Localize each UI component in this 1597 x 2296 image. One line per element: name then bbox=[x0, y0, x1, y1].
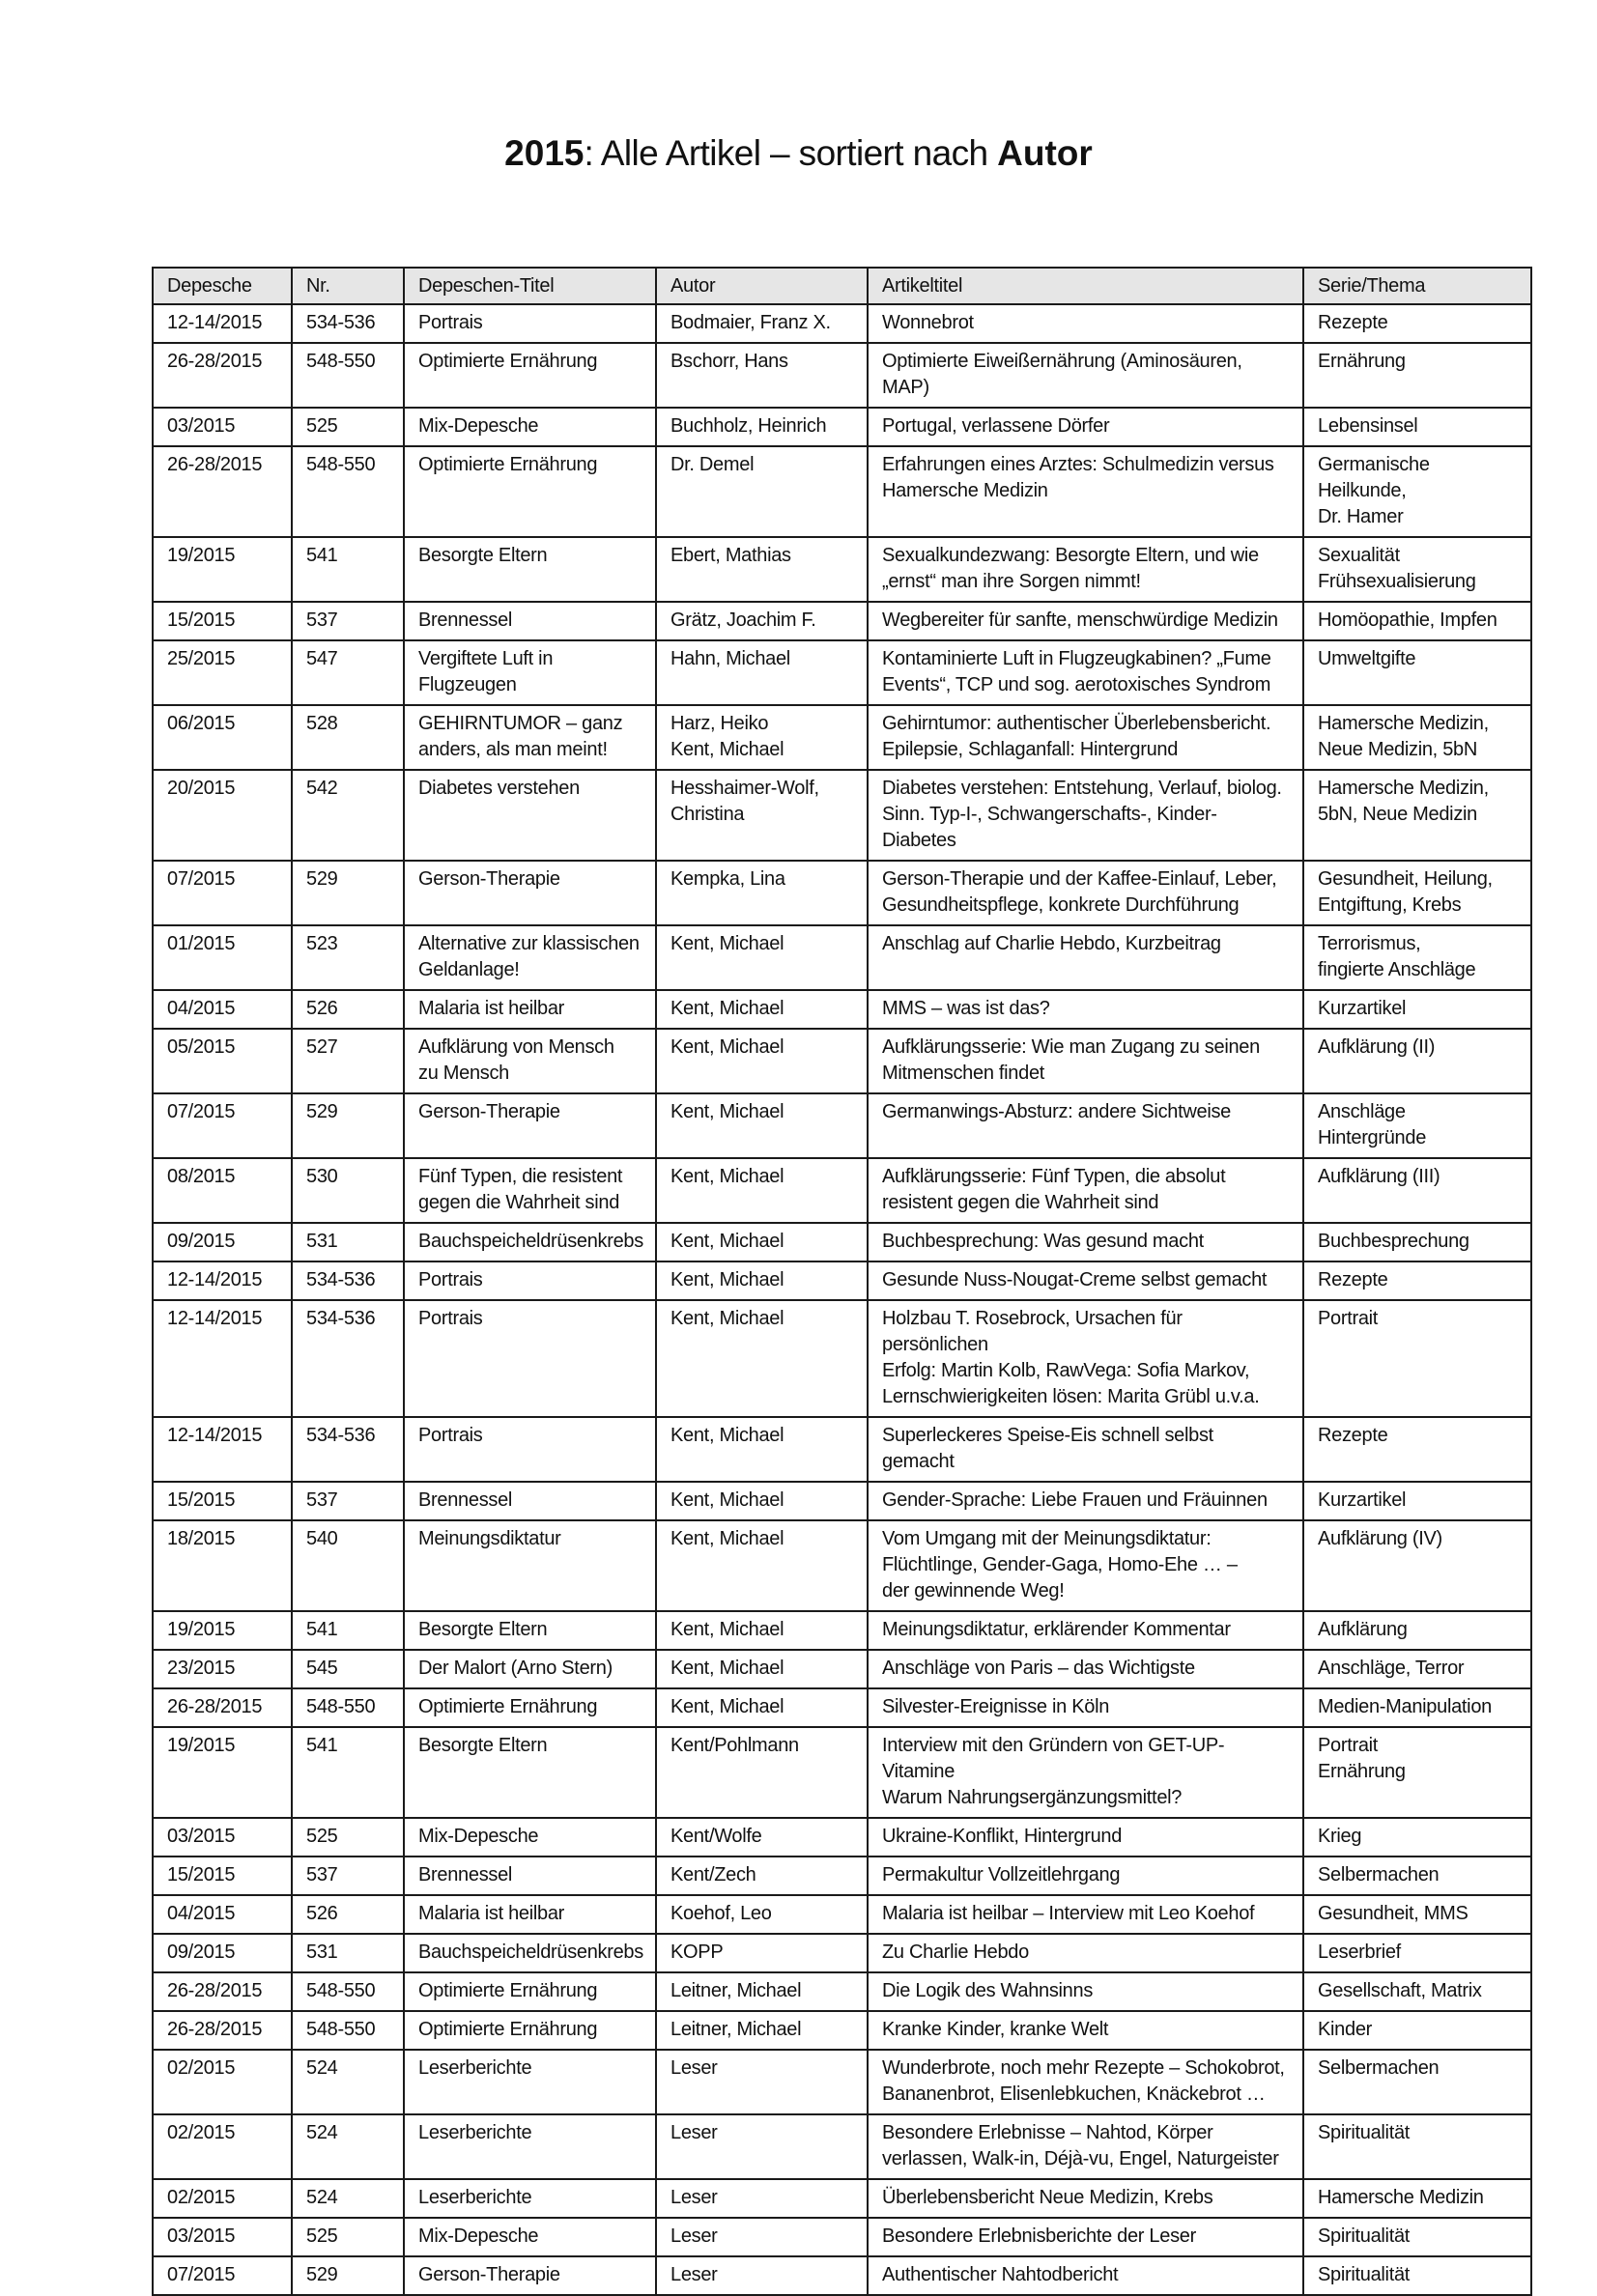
cell-depeschen-titel: Leserberichte bbox=[404, 2179, 656, 2218]
cell-artikeltitel: Gehirntumor: authentischer Überlebensbericht. Epilepsie, Schlaganfall: Hintergrund bbox=[868, 705, 1303, 770]
cell-nr: 548-550 bbox=[292, 343, 404, 408]
cell-depeschen-titel: Leserberichte bbox=[404, 2050, 656, 2114]
cell-autor: Koehof, Leo bbox=[656, 1895, 868, 1934]
cell-depesche: 12-14/2015 bbox=[153, 1417, 292, 1482]
cell-depeschen-titel: Leserberichte bbox=[404, 2114, 656, 2179]
cell-depeschen-titel: Aufklärung von Mensch zu Mensch bbox=[404, 1029, 656, 1093]
cell-nr: 537 bbox=[292, 1482, 404, 1520]
cell-serie-thema: Gesundheit, MMS bbox=[1303, 1895, 1531, 1934]
table-row bbox=[153, 446, 1531, 537]
cell-autor: Buchholz, Heinrich bbox=[656, 408, 868, 446]
cell-depeschen-titel: Bauchspeicheldrüsenkrebs bbox=[404, 1934, 656, 1972]
cell-depeschen-titel: Gerson-Therapie bbox=[404, 861, 656, 925]
cell-serie-thema: Spiritualität bbox=[1303, 2256, 1531, 2295]
cell-autor: Kent, Michael bbox=[656, 1158, 868, 1223]
cell-depesche: 08/2015 bbox=[153, 1158, 292, 1223]
cell-depesche: 09/2015 bbox=[153, 1223, 292, 1261]
cell-nr: 541 bbox=[292, 537, 404, 602]
cell-depeschen-titel: Portrais bbox=[404, 1261, 656, 1300]
cell-depesche: 04/2015 bbox=[153, 990, 292, 1029]
cell-artikeltitel: Besondere Erlebnisse – Nahtod, Körper verlassen, Walk-in, Déjà-vu, Engel, Naturgeister bbox=[868, 2114, 1303, 2179]
table-row bbox=[153, 2011, 1531, 2050]
cell-artikeltitel: Permakultur Vollzeitlehrgang bbox=[868, 1857, 1303, 1895]
cell-depeschen-titel: Brennessel bbox=[404, 1482, 656, 1520]
column-header-nr: Nr. bbox=[292, 268, 404, 304]
cell-autor: Leser bbox=[656, 2050, 868, 2114]
cell-depesche: 07/2015 bbox=[153, 1093, 292, 1158]
articles-table bbox=[152, 267, 1532, 2296]
cell-autor: Kent, Michael bbox=[656, 1482, 868, 1520]
cell-serie-thema: Kinder bbox=[1303, 2011, 1531, 2050]
cell-serie-thema: Portrait Ernährung bbox=[1303, 1727, 1531, 1818]
cell-artikeltitel: Optimierte Eiweißernährung (Aminosäuren, MAP) bbox=[868, 343, 1303, 408]
cell-autor: Kent, Michael bbox=[656, 1223, 868, 1261]
cell-nr: 529 bbox=[292, 861, 404, 925]
cell-artikeltitel: Anschlag auf Charlie Hebdo, Kurzbeitrag bbox=[868, 925, 1303, 990]
cell-depeschen-titel: Der Malort (Arno Stern) bbox=[404, 1650, 656, 1688]
cell-depeschen-titel: Gerson-Therapie bbox=[404, 1093, 656, 1158]
table-row bbox=[153, 2256, 1531, 2295]
cell-depeschen-titel: Optimierte Ernährung bbox=[404, 446, 656, 537]
cell-serie-thema: Gesundheit, Heilung, Entgiftung, Krebs bbox=[1303, 861, 1531, 925]
cell-nr: 530 bbox=[292, 1158, 404, 1223]
table-row bbox=[153, 1934, 1531, 1972]
cell-nr: 524 bbox=[292, 2114, 404, 2179]
table-row bbox=[153, 1972, 1531, 2011]
table-row bbox=[153, 1223, 1531, 1261]
table-row bbox=[153, 1520, 1531, 1611]
cell-nr: 526 bbox=[292, 990, 404, 1029]
table-row bbox=[153, 1158, 1531, 1223]
cell-serie-thema: Umweltgifte bbox=[1303, 640, 1531, 705]
cell-autor: Harz, Heiko Kent, Michael bbox=[656, 705, 868, 770]
cell-serie-thema: Rezepte bbox=[1303, 1261, 1531, 1300]
cell-nr: 525 bbox=[292, 2218, 404, 2256]
cell-nr: 534-536 bbox=[292, 1417, 404, 1482]
cell-nr: 531 bbox=[292, 1223, 404, 1261]
table-row bbox=[153, 1611, 1531, 1650]
cell-nr: 525 bbox=[292, 408, 404, 446]
cell-autor: Kent, Michael bbox=[656, 1261, 868, 1300]
cell-serie-thema: Ernährung bbox=[1303, 343, 1531, 408]
cell-autor: Kent, Michael bbox=[656, 1520, 868, 1611]
cell-artikeltitel: Portugal, verlassene Dörfer bbox=[868, 408, 1303, 446]
cell-serie-thema: Hamersche Medizin, 5bN, Neue Medizin bbox=[1303, 770, 1531, 861]
cell-artikeltitel: Diabetes verstehen: Entstehung, Verlauf, biolog. Sinn. Typ-I-, Schwangerschafts-, Kinder-Diabetes bbox=[868, 770, 1303, 861]
cell-autor: Kent, Michael bbox=[656, 925, 868, 990]
cell-serie-thema: Aufklärung (III) bbox=[1303, 1158, 1531, 1223]
cell-depeschen-titel: Besorgte Eltern bbox=[404, 1611, 656, 1650]
cell-serie-thema: Selbermachen bbox=[1303, 2050, 1531, 2114]
table-row bbox=[153, 705, 1531, 770]
cell-depesche: 03/2015 bbox=[153, 2218, 292, 2256]
cell-serie-thema: Leserbrief bbox=[1303, 1934, 1531, 1972]
cell-artikeltitel: Sexualkundezwang: Besorgte Eltern, und wie „ernst“ man ihre Sorgen nimmt! bbox=[868, 537, 1303, 602]
table-row bbox=[153, 1895, 1531, 1934]
table-row bbox=[153, 2114, 1531, 2179]
cell-depesche: 03/2015 bbox=[153, 408, 292, 446]
column-header-depeschen-titel: Depeschen-Titel bbox=[404, 268, 656, 304]
table-row bbox=[153, 537, 1531, 602]
cell-artikeltitel: Gerson-Therapie und der Kaffee-Einlauf, Leber, Gesundheitspflege, konkrete Durchführung bbox=[868, 861, 1303, 925]
cell-autor: Ebert, Mathias bbox=[656, 537, 868, 602]
cell-autor: Kent, Michael bbox=[656, 1029, 868, 1093]
cell-autor: Kent/Zech bbox=[656, 1857, 868, 1895]
cell-depesche: 23/2015 bbox=[153, 1650, 292, 1688]
cell-depesche: 25/2015 bbox=[153, 640, 292, 705]
column-header-autor: Autor bbox=[656, 268, 868, 304]
cell-artikeltitel: Interview mit den Gründern von GET-UP-Vitamine Warum Nahrungsergänzungsmittel? bbox=[868, 1727, 1303, 1818]
cell-depeschen-titel: Mix-Depesche bbox=[404, 1818, 656, 1857]
table-row bbox=[153, 1727, 1531, 1818]
cell-depesche: 04/2015 bbox=[153, 1895, 292, 1934]
table-row bbox=[153, 990, 1531, 1029]
table-row bbox=[153, 2218, 1531, 2256]
cell-depeschen-titel: Gerson-Therapie bbox=[404, 2256, 656, 2295]
cell-artikeltitel: Authentischer Nahtodbericht bbox=[868, 2256, 1303, 2295]
cell-serie-thema: Spiritualität bbox=[1303, 2218, 1531, 2256]
cell-autor: Bschorr, Hans bbox=[656, 343, 868, 408]
cell-artikeltitel: MMS – was ist das? bbox=[868, 990, 1303, 1029]
table-row bbox=[153, 1093, 1531, 1158]
cell-depesche: 12-14/2015 bbox=[153, 304, 292, 343]
cell-depesche: 26-28/2015 bbox=[153, 2011, 292, 2050]
cell-artikeltitel: Malaria ist heilbar – Interview mit Leo Koehof bbox=[868, 1895, 1303, 1934]
cell-artikeltitel: Silvester-Ereignisse in Köln bbox=[868, 1688, 1303, 1727]
cell-depeschen-titel: Bauchspeicheldrüsenkrebs bbox=[404, 1223, 656, 1261]
cell-autor: Hahn, Michael bbox=[656, 640, 868, 705]
cell-nr: 534-536 bbox=[292, 1261, 404, 1300]
cell-depeschen-titel: Vergiftete Luft in Flugzeugen bbox=[404, 640, 656, 705]
cell-depeschen-titel: Fünf Typen, die resistent gegen die Wahrheit sind bbox=[404, 1158, 656, 1223]
cell-nr: 541 bbox=[292, 1727, 404, 1818]
table-row bbox=[153, 1417, 1531, 1482]
cell-depesche: 02/2015 bbox=[153, 2179, 292, 2218]
cell-nr: 524 bbox=[292, 2179, 404, 2218]
table-row bbox=[153, 1688, 1531, 1727]
cell-artikeltitel: Wonnebrot bbox=[868, 304, 1303, 343]
table-row bbox=[153, 1650, 1531, 1688]
cell-nr: 545 bbox=[292, 1650, 404, 1688]
cell-depesche: 07/2015 bbox=[153, 2256, 292, 2295]
cell-depesche: 26-28/2015 bbox=[153, 1972, 292, 2011]
table-row bbox=[153, 304, 1531, 343]
column-header-artikeltitel: Artikeltitel bbox=[868, 268, 1303, 304]
cell-artikeltitel: Aufklärungsserie: Wie man Zugang zu seinen Mitmenschen findet bbox=[868, 1029, 1303, 1093]
table-row bbox=[153, 1482, 1531, 1520]
cell-nr: 548-550 bbox=[292, 446, 404, 537]
cell-depeschen-titel: Optimierte Ernährung bbox=[404, 1972, 656, 2011]
cell-depeschen-titel: Optimierte Ernährung bbox=[404, 1688, 656, 1727]
cell-nr: 537 bbox=[292, 1857, 404, 1895]
cell-depeschen-titel: GEHIRNTUMOR – ganz anders, als man meint! bbox=[404, 705, 656, 770]
cell-depesche: 09/2015 bbox=[153, 1934, 292, 1972]
cell-nr: 548-550 bbox=[292, 1972, 404, 2011]
cell-serie-thema: Portrait bbox=[1303, 1300, 1531, 1417]
cell-depesche: 02/2015 bbox=[153, 2114, 292, 2179]
cell-autor: Kent, Michael bbox=[656, 1650, 868, 1688]
cell-depeschen-titel: Besorgte Eltern bbox=[404, 1727, 656, 1818]
cell-autor: Kent/Wolfe bbox=[656, 1818, 868, 1857]
cell-nr: 548-550 bbox=[292, 2011, 404, 2050]
cell-artikeltitel: Anschläge von Paris – das Wichtigste bbox=[868, 1650, 1303, 1688]
cell-depeschen-titel: Diabetes verstehen bbox=[404, 770, 656, 861]
cell-depesche: 20/2015 bbox=[153, 770, 292, 861]
cell-depesche: 18/2015 bbox=[153, 1520, 292, 1611]
cell-autor: Kent, Michael bbox=[656, 1611, 868, 1650]
table-row bbox=[153, 343, 1531, 408]
cell-artikeltitel: Erfahrungen eines Arztes: Schulmedizin versus Hamersche Medizin bbox=[868, 446, 1303, 537]
cell-serie-thema: Aufklärung bbox=[1303, 1611, 1531, 1650]
cell-artikeltitel: Meinungsdiktatur, erklärender Kommentar bbox=[868, 1611, 1303, 1650]
cell-autor: Kempka, Lina bbox=[656, 861, 868, 925]
cell-artikeltitel: Wunderbrote, noch mehr Rezepte – Schokobrot, Bananenbrot, Elisenlebkuchen, Knäckebrot … bbox=[868, 2050, 1303, 2114]
cell-serie-thema: Homöopathie, Impfen bbox=[1303, 602, 1531, 640]
cell-depesche: 26-28/2015 bbox=[153, 446, 292, 537]
cell-autor: KOPP bbox=[656, 1934, 868, 1972]
cell-depeschen-titel: Meinungsdiktatur bbox=[404, 1520, 656, 1611]
cell-autor: Dr. Demel bbox=[656, 446, 868, 537]
cell-serie-thema: Hamersche Medizin, Neue Medizin, 5bN bbox=[1303, 705, 1531, 770]
cell-depesche: 26-28/2015 bbox=[153, 1688, 292, 1727]
cell-nr: 524 bbox=[292, 2050, 404, 2114]
cell-autor: Kent, Michael bbox=[656, 1300, 868, 1417]
cell-autor: Grätz, Joachim F. bbox=[656, 602, 868, 640]
cell-serie-thema: Sexualität Frühsexualisierung bbox=[1303, 537, 1531, 602]
cell-depeschen-titel: Besorgte Eltern bbox=[404, 537, 656, 602]
cell-depeschen-titel: Mix-Depesche bbox=[404, 2218, 656, 2256]
cell-nr: 529 bbox=[292, 1093, 404, 1158]
table-row bbox=[153, 408, 1531, 446]
table-row bbox=[153, 2050, 1531, 2114]
cell-serie-thema: Gesellschaft, Matrix bbox=[1303, 1972, 1531, 2011]
cell-depesche: 07/2015 bbox=[153, 861, 292, 925]
cell-depesche: 26-28/2015 bbox=[153, 343, 292, 408]
cell-artikeltitel: Germanwings-Absturz: andere Sichtweise bbox=[868, 1093, 1303, 1158]
cell-autor: Kent, Michael bbox=[656, 1417, 868, 1482]
title-middle: : Alle Artikel – sortiert nach bbox=[584, 133, 998, 173]
cell-depesche: 03/2015 bbox=[153, 1818, 292, 1857]
cell-serie-thema: Krieg bbox=[1303, 1818, 1531, 1857]
table-row bbox=[153, 1300, 1531, 1417]
cell-artikeltitel: Holzbau T. Rosebrock, Ursachen für persönlichen Erfolg: Martin Kolb, RawVega: Sofia Markov, Lernschwierigkeiten lösen: Marita Grübl u.v.a. bbox=[868, 1300, 1303, 1417]
cell-serie-thema: Anschläge Hintergründe bbox=[1303, 1093, 1531, 1158]
cell-artikeltitel: Vom Umgang mit der Meinungsdiktatur: Flüchtlinge, Gender-Gaga, Homo-Ehe … – der gewinnende Weg! bbox=[868, 1520, 1303, 1611]
cell-autor: Kent, Michael bbox=[656, 1688, 868, 1727]
cell-depesche: 02/2015 bbox=[153, 2050, 292, 2114]
cell-serie-thema: Rezepte bbox=[1303, 1417, 1531, 1482]
table-row bbox=[153, 1029, 1531, 1093]
cell-artikeltitel: Wegbereiter für sanfte, menschwürdige Medizin bbox=[868, 602, 1303, 640]
cell-serie-thema: Aufklärung (II) bbox=[1303, 1029, 1531, 1093]
cell-depeschen-titel: Optimierte Ernährung bbox=[404, 2011, 656, 2050]
cell-depesche: 15/2015 bbox=[153, 602, 292, 640]
cell-autor: Kent, Michael bbox=[656, 990, 868, 1029]
cell-nr: 541 bbox=[292, 1611, 404, 1650]
cell-artikeltitel: Überlebensbericht Neue Medizin, Krebs bbox=[868, 2179, 1303, 2218]
cell-depesche: 19/2015 bbox=[153, 537, 292, 602]
cell-autor: Leser bbox=[656, 2114, 868, 2179]
cell-depesche: 05/2015 bbox=[153, 1029, 292, 1093]
table-row bbox=[153, 602, 1531, 640]
table-row bbox=[153, 1857, 1531, 1895]
cell-autor: Leser bbox=[656, 2218, 868, 2256]
cell-depesche: 15/2015 bbox=[153, 1857, 292, 1895]
cell-artikeltitel: Kontaminierte Luft in Flugzeugkabinen? „Fume Events“, TCP und sog. aerotoxisches Syndrom bbox=[868, 640, 1303, 705]
cell-serie-thema: Medien-Manipulation bbox=[1303, 1688, 1531, 1727]
table-row bbox=[153, 770, 1531, 861]
cell-depeschen-titel: Mix-Depesche bbox=[404, 408, 656, 446]
column-header-serie-thema: Serie/Thema bbox=[1303, 268, 1531, 304]
column-header-depesche: Depesche bbox=[153, 268, 292, 304]
cell-nr: 531 bbox=[292, 1934, 404, 1972]
cell-autor: Kent/Pohlmann bbox=[656, 1727, 868, 1818]
cell-depeschen-titel: Portrais bbox=[404, 1417, 656, 1482]
cell-nr: 525 bbox=[292, 1818, 404, 1857]
cell-autor: Leitner, Michael bbox=[656, 1972, 868, 2011]
cell-depesche: 06/2015 bbox=[153, 705, 292, 770]
table-row bbox=[153, 640, 1531, 705]
cell-autor: Leser bbox=[656, 2179, 868, 2218]
cell-autor: Leser bbox=[656, 2256, 868, 2295]
cell-depeschen-titel: Alternative zur klassischen Geldanlage! bbox=[404, 925, 656, 990]
cell-artikeltitel: Ukraine-Konflikt, Hintergrund bbox=[868, 1818, 1303, 1857]
cell-depeschen-titel: Malaria ist heilbar bbox=[404, 990, 656, 1029]
cell-autor: Kent, Michael bbox=[656, 1093, 868, 1158]
cell-serie-thema: Aufklärung (IV) bbox=[1303, 1520, 1531, 1611]
cell-artikeltitel: Besondere Erlebnisberichte der Leser bbox=[868, 2218, 1303, 2256]
cell-depesche: 19/2015 bbox=[153, 1611, 292, 1650]
cell-nr: 540 bbox=[292, 1520, 404, 1611]
page-title bbox=[0, 133, 1597, 174]
cell-artikeltitel: Kranke Kinder, kranke Welt bbox=[868, 2011, 1303, 2050]
cell-depesche: 15/2015 bbox=[153, 1482, 292, 1520]
cell-nr: 537 bbox=[292, 602, 404, 640]
table-body bbox=[153, 304, 1531, 2295]
cell-depesche: 12-14/2015 bbox=[153, 1300, 292, 1417]
cell-depeschen-titel: Brennessel bbox=[404, 602, 656, 640]
cell-nr: 527 bbox=[292, 1029, 404, 1093]
table-header-row bbox=[153, 268, 1531, 304]
table-row bbox=[153, 925, 1531, 990]
cell-artikeltitel: Aufklärungsserie: Fünf Typen, die absolut resistent gegen die Wahrheit sind bbox=[868, 1158, 1303, 1223]
cell-depeschen-titel: Portrais bbox=[404, 304, 656, 343]
cell-nr: 534-536 bbox=[292, 304, 404, 343]
table-row bbox=[153, 861, 1531, 925]
cell-nr: 534-536 bbox=[292, 1300, 404, 1417]
title-year: 2015 bbox=[504, 133, 585, 173]
cell-autor: Bodmaier, Franz X. bbox=[656, 304, 868, 343]
cell-autor: Leitner, Michael bbox=[656, 2011, 868, 2050]
cell-artikeltitel: Superleckeres Speise-Eis schnell selbst gemacht bbox=[868, 1417, 1303, 1482]
cell-nr: 528 bbox=[292, 705, 404, 770]
cell-depeschen-titel: Malaria ist heilbar bbox=[404, 1895, 656, 1934]
cell-artikeltitel: Die Logik des Wahnsinns bbox=[868, 1972, 1303, 2011]
table-row bbox=[153, 2179, 1531, 2218]
cell-depesche: 12-14/2015 bbox=[153, 1261, 292, 1300]
cell-nr: 542 bbox=[292, 770, 404, 861]
cell-autor: Hesshaimer-Wolf, Christina bbox=[656, 770, 868, 861]
cell-serie-thema: Kurzartikel bbox=[1303, 1482, 1531, 1520]
title-last: Autor bbox=[997, 133, 1093, 173]
cell-artikeltitel: Zu Charlie Hebdo bbox=[868, 1934, 1303, 1972]
cell-serie-thema: Selbermachen bbox=[1303, 1857, 1531, 1895]
cell-serie-thema: Germanische Heilkunde, Dr. Hamer bbox=[1303, 446, 1531, 537]
cell-serie-thema: Rezepte bbox=[1303, 304, 1531, 343]
cell-depesche: 19/2015 bbox=[153, 1727, 292, 1818]
cell-artikeltitel: Buchbesprechung: Was gesund macht bbox=[868, 1223, 1303, 1261]
cell-nr: 523 bbox=[292, 925, 404, 990]
cell-nr: 547 bbox=[292, 640, 404, 705]
cell-serie-thema: Anschläge, Terror bbox=[1303, 1650, 1531, 1688]
cell-serie-thema: Lebensinsel bbox=[1303, 408, 1531, 446]
cell-depeschen-titel: Brennessel bbox=[404, 1857, 656, 1895]
cell-nr: 526 bbox=[292, 1895, 404, 1934]
cell-serie-thema: Hamersche Medizin bbox=[1303, 2179, 1531, 2218]
cell-artikeltitel: Gender-Sprache: Liebe Frauen und Fräuinnen bbox=[868, 1482, 1303, 1520]
table-row bbox=[153, 1261, 1531, 1300]
cell-nr: 548-550 bbox=[292, 1688, 404, 1727]
cell-serie-thema: Kurzartikel bbox=[1303, 990, 1531, 1029]
cell-depeschen-titel: Portrais bbox=[404, 1300, 656, 1417]
cell-depeschen-titel: Optimierte Ernährung bbox=[404, 343, 656, 408]
cell-nr: 529 bbox=[292, 2256, 404, 2295]
cell-serie-thema: Terrorismus, fingierte Anschläge bbox=[1303, 925, 1531, 990]
cell-serie-thema: Spiritualität bbox=[1303, 2114, 1531, 2179]
table-row bbox=[153, 1818, 1531, 1857]
cell-artikeltitel: Gesunde Nuss-Nougat-Creme selbst gemacht bbox=[868, 1261, 1303, 1300]
cell-depesche: 01/2015 bbox=[153, 925, 292, 990]
cell-serie-thema: Buchbesprechung bbox=[1303, 1223, 1531, 1261]
